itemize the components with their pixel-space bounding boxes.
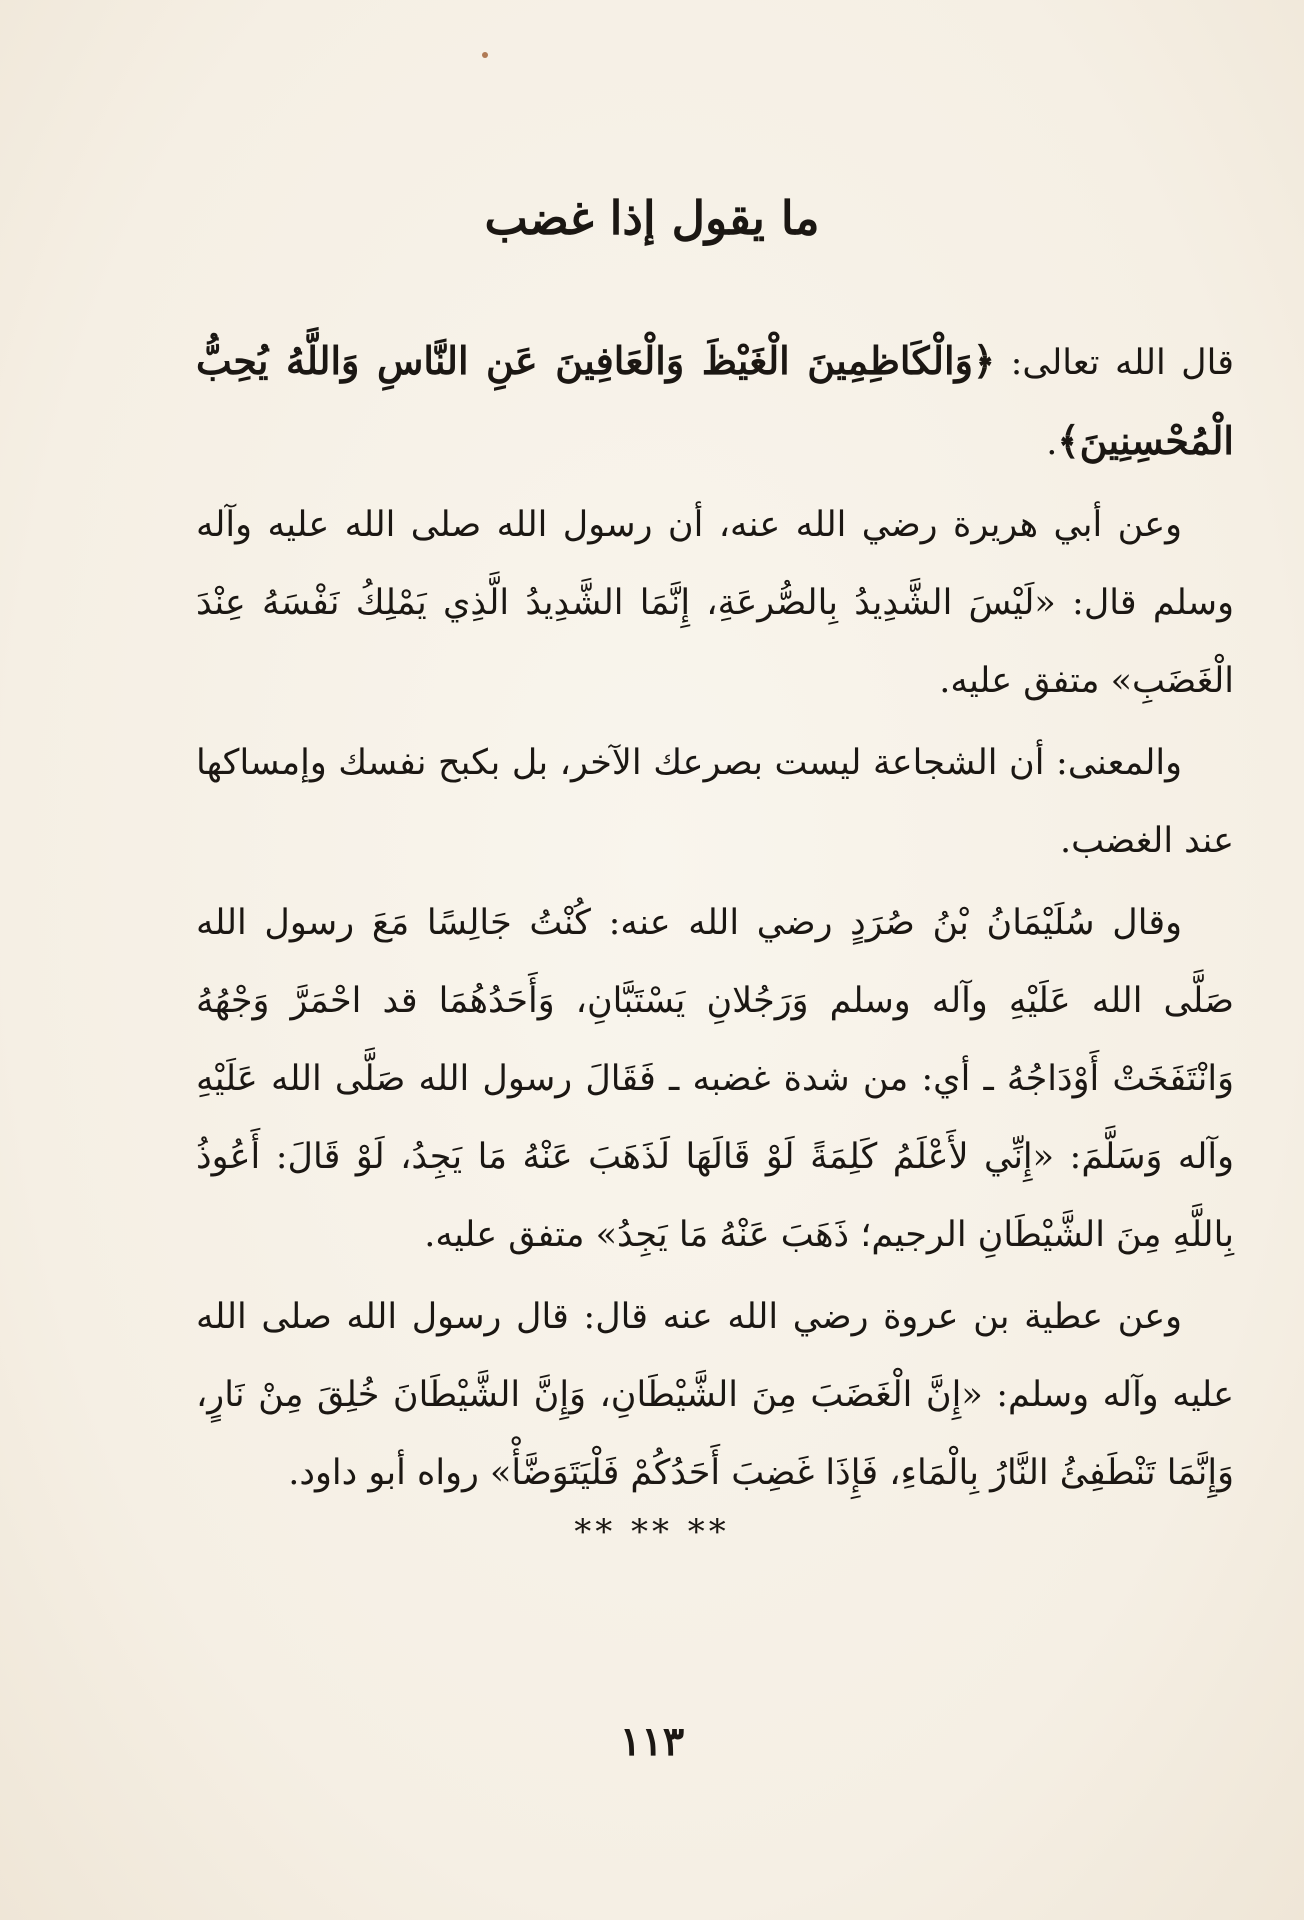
quran-end: . <box>1046 423 1058 463</box>
quran-intro: قال الله تعالى: <box>995 343 1234 383</box>
section-divider: ** ** ** <box>574 1512 730 1552</box>
paragraph-quran-verse <box>196 322 1234 482</box>
paragraph-hadith-atiyya: وعن عطية بن عروة رضي الله عنه قال: قال رسول الله صلى الله عليه وآله وسلم: «إِنَّ الْغَضَبَ مِنَ الشَّيْطَانِ، وَإِنَّ الشَّيْطَانَ خُلِقَ مِنْ نَارٍ، وَإِنَّمَا تَنْطَفِئُ النَّارُ بِالْمَاءِ، فَإِذَا غَضِبَ أَحَدُكُمْ فَلْيَتَوَضَّأْ» رواه أبو داود. <box>196 1297 1234 1493</box>
page-number: ١١٣ <box>619 1718 685 1765</box>
page-title: ما يقول إذا غضب <box>484 191 820 245</box>
page-body <box>196 322 1234 1516</box>
paragraph-hadith-abu-hurayra: وعن أبي هريرة رضي الله عنه، أن رسول الله صلى الله عليه وآله وسلم قال: «لَيْسَ الشَّدِيدُ بِالصُّرعَةِ، إِنَّمَا الشَّدِيدُ الَّذِي يَمْلِكُ نَفْسَهُ عِنْدَ الْغَضَبِ» متفق عليه. <box>196 505 1234 701</box>
quran-verse: ﴿وَالْكَاظِمِينَ الْغَيْظَ وَالْعَافِينَ عَنِ النَّاسِ وَاللَّهُ يُحِبُّ الْمُحْسِنِينَ﴾ <box>196 338 1234 463</box>
paragraph-meaning: والمعنى: أن الشجاعة ليست بصرعك الآخر، بل بكبح نفسك وإمساكها عند الغضب. <box>196 743 1234 861</box>
paper-speck <box>482 52 488 58</box>
paragraph-hadith-sulayman: وقال سُلَيْمَانُ بْنُ صُرَدٍ رضي الله عنه: كُنْتُ جَالِسًا مَعَ رسول الله صَلَّى الله عَلَيْهِ وآله وسلم وَرَجُلانِ يَسْتَبَّانِ، وَأَحَدُهُمَا قد احْمَرَّ وَجْهُهُ وَانْتَفَخَتْ أَوْدَاجُهُ ـ أي: من شدة غضبه ـ فَقَالَ رسول الله صَلَّى الله عَلَيْهِ وآله وَسَلَّمَ: «إِنِّي لأَعْلَمُ كَلِمَةً لَوْ قَالَهَا لَذَهَبَ عَنْهُ مَا يَجِدُ، لَوْ قَالَ: أَعُوذُ بِاللَّهِ مِنَ الشَّيْطَانِ الرجيم؛ ذَهَبَ عَنْهُ مَا يَجِدُ» متفق عليه. <box>196 903 1234 1255</box>
